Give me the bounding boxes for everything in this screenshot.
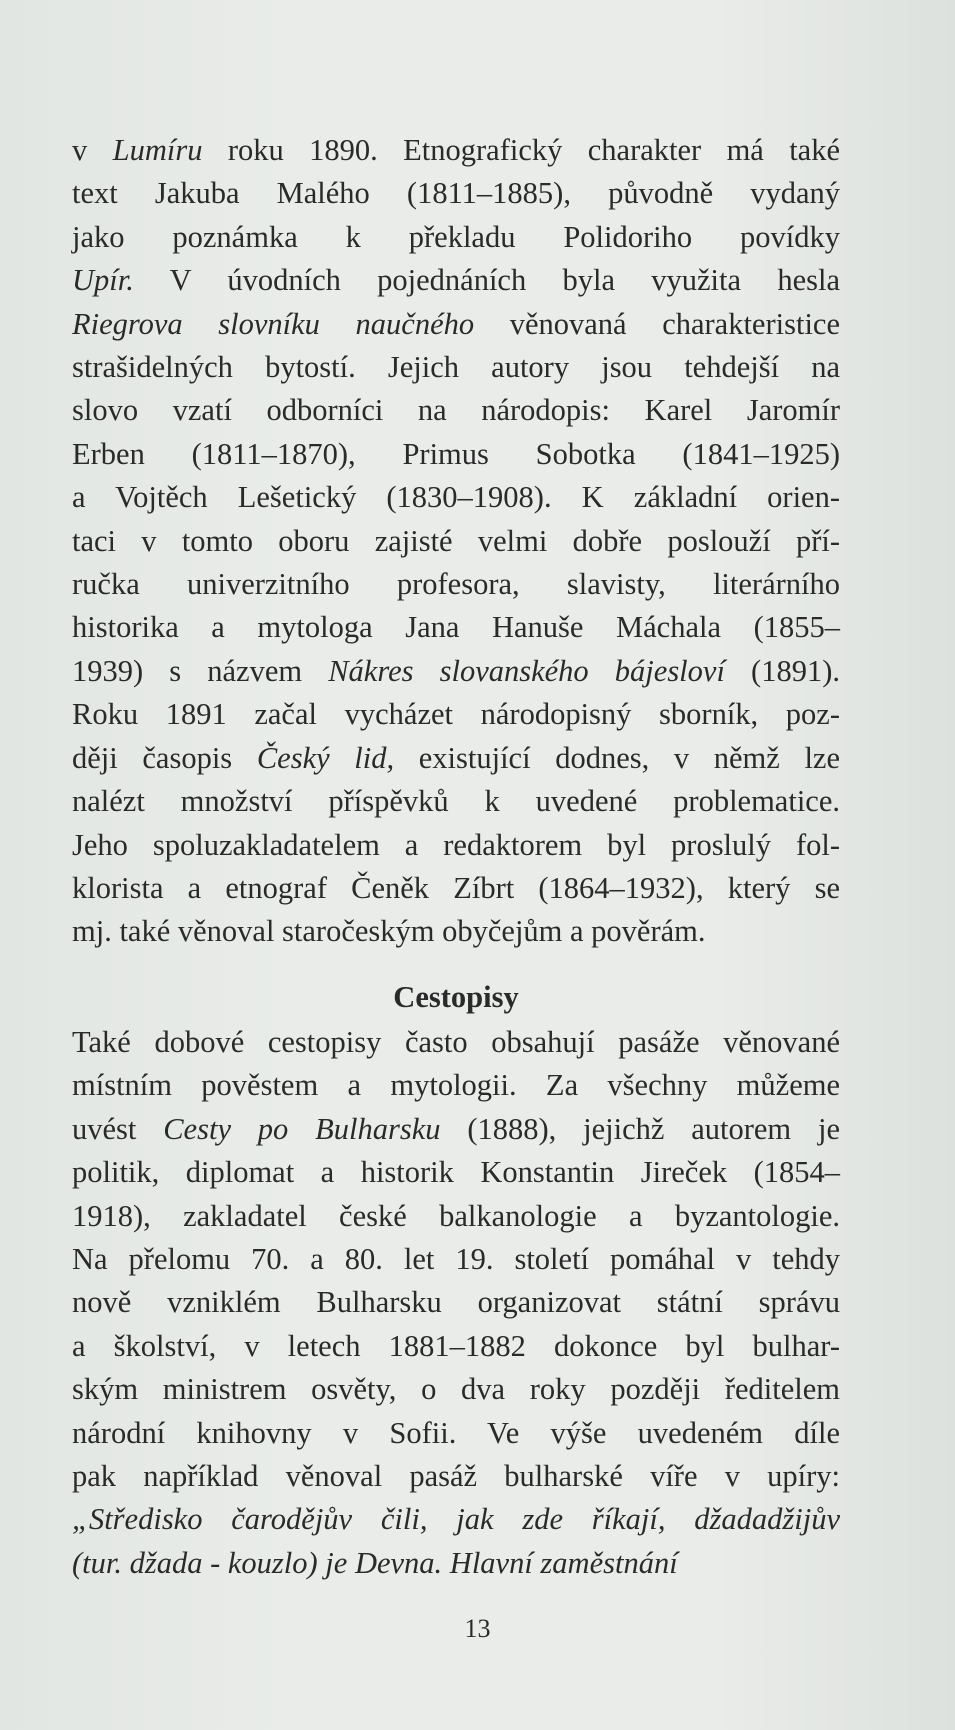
italic-title: Riegrova slovníku naučného [72,306,475,341]
text-line [72,172,840,215]
text-line [72,520,840,563]
text-line [72,1412,840,1455]
text-run: uvést [72,1111,164,1146]
text-line [72,346,840,389]
text-run: nově vzniklém Bulharsku organizovat státní správu [72,1285,840,1320]
italic-title: „Středisko čarodějův čili, jak zde říkají, džadadžijův [72,1502,840,1537]
text-run: existující dodnes, v němž lze [394,740,840,775]
text-line [72,1498,840,1541]
text-run: Roku 1891 začal vycházet národopisný sborník, poz- [72,697,840,732]
text-run: národní knihovny v Sofii. Ve výše uvedeném díle [72,1415,840,1450]
text-run: (1891). [724,653,840,688]
text-run: v [72,133,113,167]
text-line [72,1368,840,1411]
text-run: Na přelomu 70. a 80. let 19. století pomáhal v tehdy [72,1242,840,1277]
text-line [72,1108,840,1151]
text-run: Také dobové cestopisy často obsahují pasáže věnované [72,1025,840,1059]
text-line [72,1455,840,1498]
italic-title: Český lid, [256,740,395,775]
text-line [72,737,840,780]
text-line [72,1195,840,1238]
text-run: a Vojtěch Lešetický (1830–1908). K základní orien- [72,480,840,515]
text-run: místním pověstem a mytologii. Za všechny můžeme [72,1068,840,1103]
text-run: a školství, v letech 1881–1882 dokonce byl bulhar- [72,1328,840,1363]
text-line [72,389,840,432]
text-line [72,693,840,736]
page-number: 13 [464,1614,491,1643]
text-line [72,780,840,823]
text-line [72,1238,840,1281]
text-line [72,1542,840,1585]
text-line [72,606,840,649]
text-run: nalézt množství příspěvků k uvedené problematice. [72,784,840,819]
text-line [72,129,840,172]
text-line [72,824,840,867]
section-heading: Cestopisy [393,980,519,1014]
text-run: roku 1890. Etnografický charakter má také [202,133,841,167]
text-run: věnovaná charakteristice [474,306,840,341]
text-line [72,867,840,910]
italic-title: Nákres slovanského bájesloví [328,653,725,688]
text-run: taci v tomto oboru zajisté velmi dobře poslouží pří- [72,523,840,558]
text-run: text Jakuba Malého (1811–1885), původně vydaný [72,176,840,211]
text-line [72,1064,840,1107]
text-line [72,910,840,953]
text-run: klorista a etnograf Čeněk Zíbrt (1864–1932), který se [72,870,840,905]
text-line [72,1151,840,1194]
text-run: historika a mytologa Jana Hanuše Máchala (1855– [72,610,840,645]
paragraph-2 [72,1021,840,1585]
text-line [72,1281,840,1324]
text-run: politik, diplomat a historik Konstantin Jireček (1854– [72,1155,840,1190]
text-run: ručka univerzitního profesora, slavisty, literárního [72,567,840,602]
italic-title: Cesty po Bulharsku [163,1111,441,1146]
text-line [72,216,840,259]
text-line [72,1325,840,1368]
text-run: pak například věnoval pasáž bulharské víře v upíry: [72,1459,840,1494]
text-line [72,433,840,476]
paragraph-1 [72,129,840,954]
text-line [72,563,840,606]
text-run: ději časopis [72,740,257,775]
text-line [72,259,840,302]
text-line [72,476,840,519]
text-run: 1939) s názvem [72,653,329,688]
text-line [72,650,840,693]
text-line [72,1021,840,1064]
text-run: 1918), zakladatel české balkanologie a byzantologie. [72,1198,840,1233]
italic-title: (tur. džada - kouzlo) je Devna. Hlavní zaměstnání [72,1545,678,1580]
italic-title: Upír. [72,263,134,298]
text-run: strašidelných bytostí. Jejich autory jsou tehdejší na [72,350,840,385]
text-run: V úvodních pojednáních byla využita hesla [133,263,840,298]
text-line [72,303,840,346]
italic-title: Lumíru [112,133,203,167]
text-run: ským ministrem osvěty, o dva roky později ředitelem [72,1372,840,1407]
text-run: (1888), jejichž autorem je [440,1111,840,1146]
text-run: jako poznámka k překladu Polidoriho povídky [72,219,840,254]
text-run: Jeho spoluzakladatelem a redaktorem byl proslulý fol- [72,827,840,862]
text-run: Erben (1811–1870), Primus Sobotka (1841–1925) [72,436,840,471]
text-run: mj. také věnoval staročeským obyčejům a pověrám. [72,914,706,949]
text-run: slovo vzatí odborníci na národopis: Karel Jaromír [72,393,840,428]
